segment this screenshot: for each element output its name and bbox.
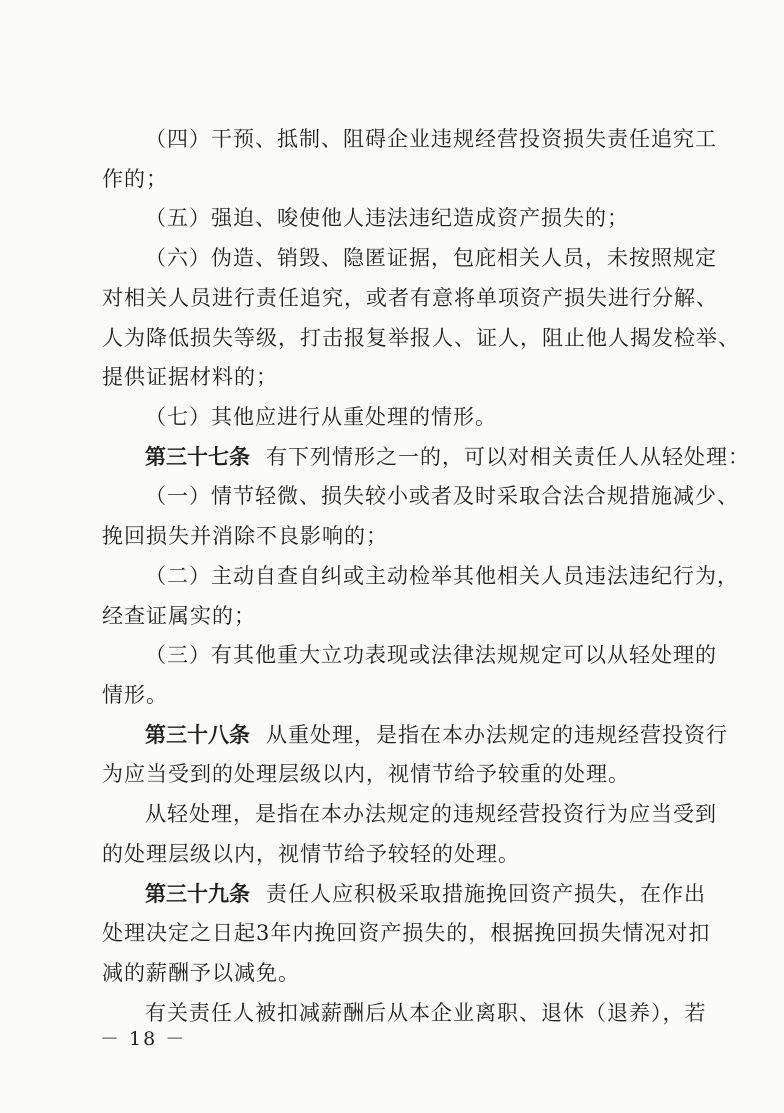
text-line: 有关责任人被扣减薪酬后从本企业离职、退休（退养），若 xyxy=(145,1001,707,1025)
text-line: 减的薪酬予以减免。 xyxy=(102,961,300,985)
text-line: （六）伪造、销毁、隐匿证据，包庇相关人员，未按照规定 xyxy=(145,246,717,270)
article-38-heading: 第三十八条 xyxy=(145,723,250,747)
text-line: （四）干预、抵制、阻碍企业违规经营投资损失责任追究工 xyxy=(145,127,717,151)
text-line: 提供证据材料的； xyxy=(102,365,278,389)
text-line: 从轻处理，是指在本办法规定的违规经营投资行为应当受到 xyxy=(145,802,717,826)
article-37-line xyxy=(145,442,750,472)
text-line: 对相关人员进行责任追究，或者有意将单项资产损失进行分解、 xyxy=(102,286,718,310)
text-line: 情形。 xyxy=(102,683,168,707)
text-line: 人为降低损失等级，打击报复举报人、证人，阻止他人揭发检举、 xyxy=(102,326,740,350)
text-line: （一）情节轻微、损失较小或者及时采取合法合规措施减少、 xyxy=(145,484,739,508)
text-line: 的处理层级以内，视情节给予较轻的处理。 xyxy=(102,842,520,866)
article-39-text: 责任人应积极采取措施挽回资产损失，在作出 xyxy=(266,882,706,906)
text-line: 挽回损失并消除不良影响的； xyxy=(102,524,388,548)
text-line: 为应当受到的处理层级以内，视情节给予较重的处理。 xyxy=(102,762,630,786)
text-line: （二）主动自查自纠或主动检举其他相关人员违法违纪行为， xyxy=(145,564,739,588)
text-line: 作的； xyxy=(102,167,168,191)
text-line: 处理决定之日起3年内挽回资产损失的，根据挽回损失情况对扣 xyxy=(102,921,711,945)
article-38-text: 从重处理，是指在本办法规定的违规经营投资行 xyxy=(266,723,728,747)
text-line: 经查证属实的； xyxy=(102,604,256,628)
text-line: （七）其他应进行从重处理的情形。 xyxy=(145,405,497,429)
text-line: （三）有其他重大立功表现或法律法规规定可以从轻处理的 xyxy=(145,643,717,667)
page-number: － 18 － xyxy=(100,1028,187,1050)
article-39-heading: 第三十九条 xyxy=(145,882,250,906)
article-39-line xyxy=(145,879,706,909)
article-37-heading: 第三十七条 xyxy=(145,445,250,469)
text-line: （五）强迫、唆使他人违法违纪造成资产损失的； xyxy=(145,206,629,230)
article-38-line xyxy=(145,720,728,750)
article-37-text: 有下列情形之一的，可以对相关责任人从轻处理： xyxy=(266,445,750,469)
